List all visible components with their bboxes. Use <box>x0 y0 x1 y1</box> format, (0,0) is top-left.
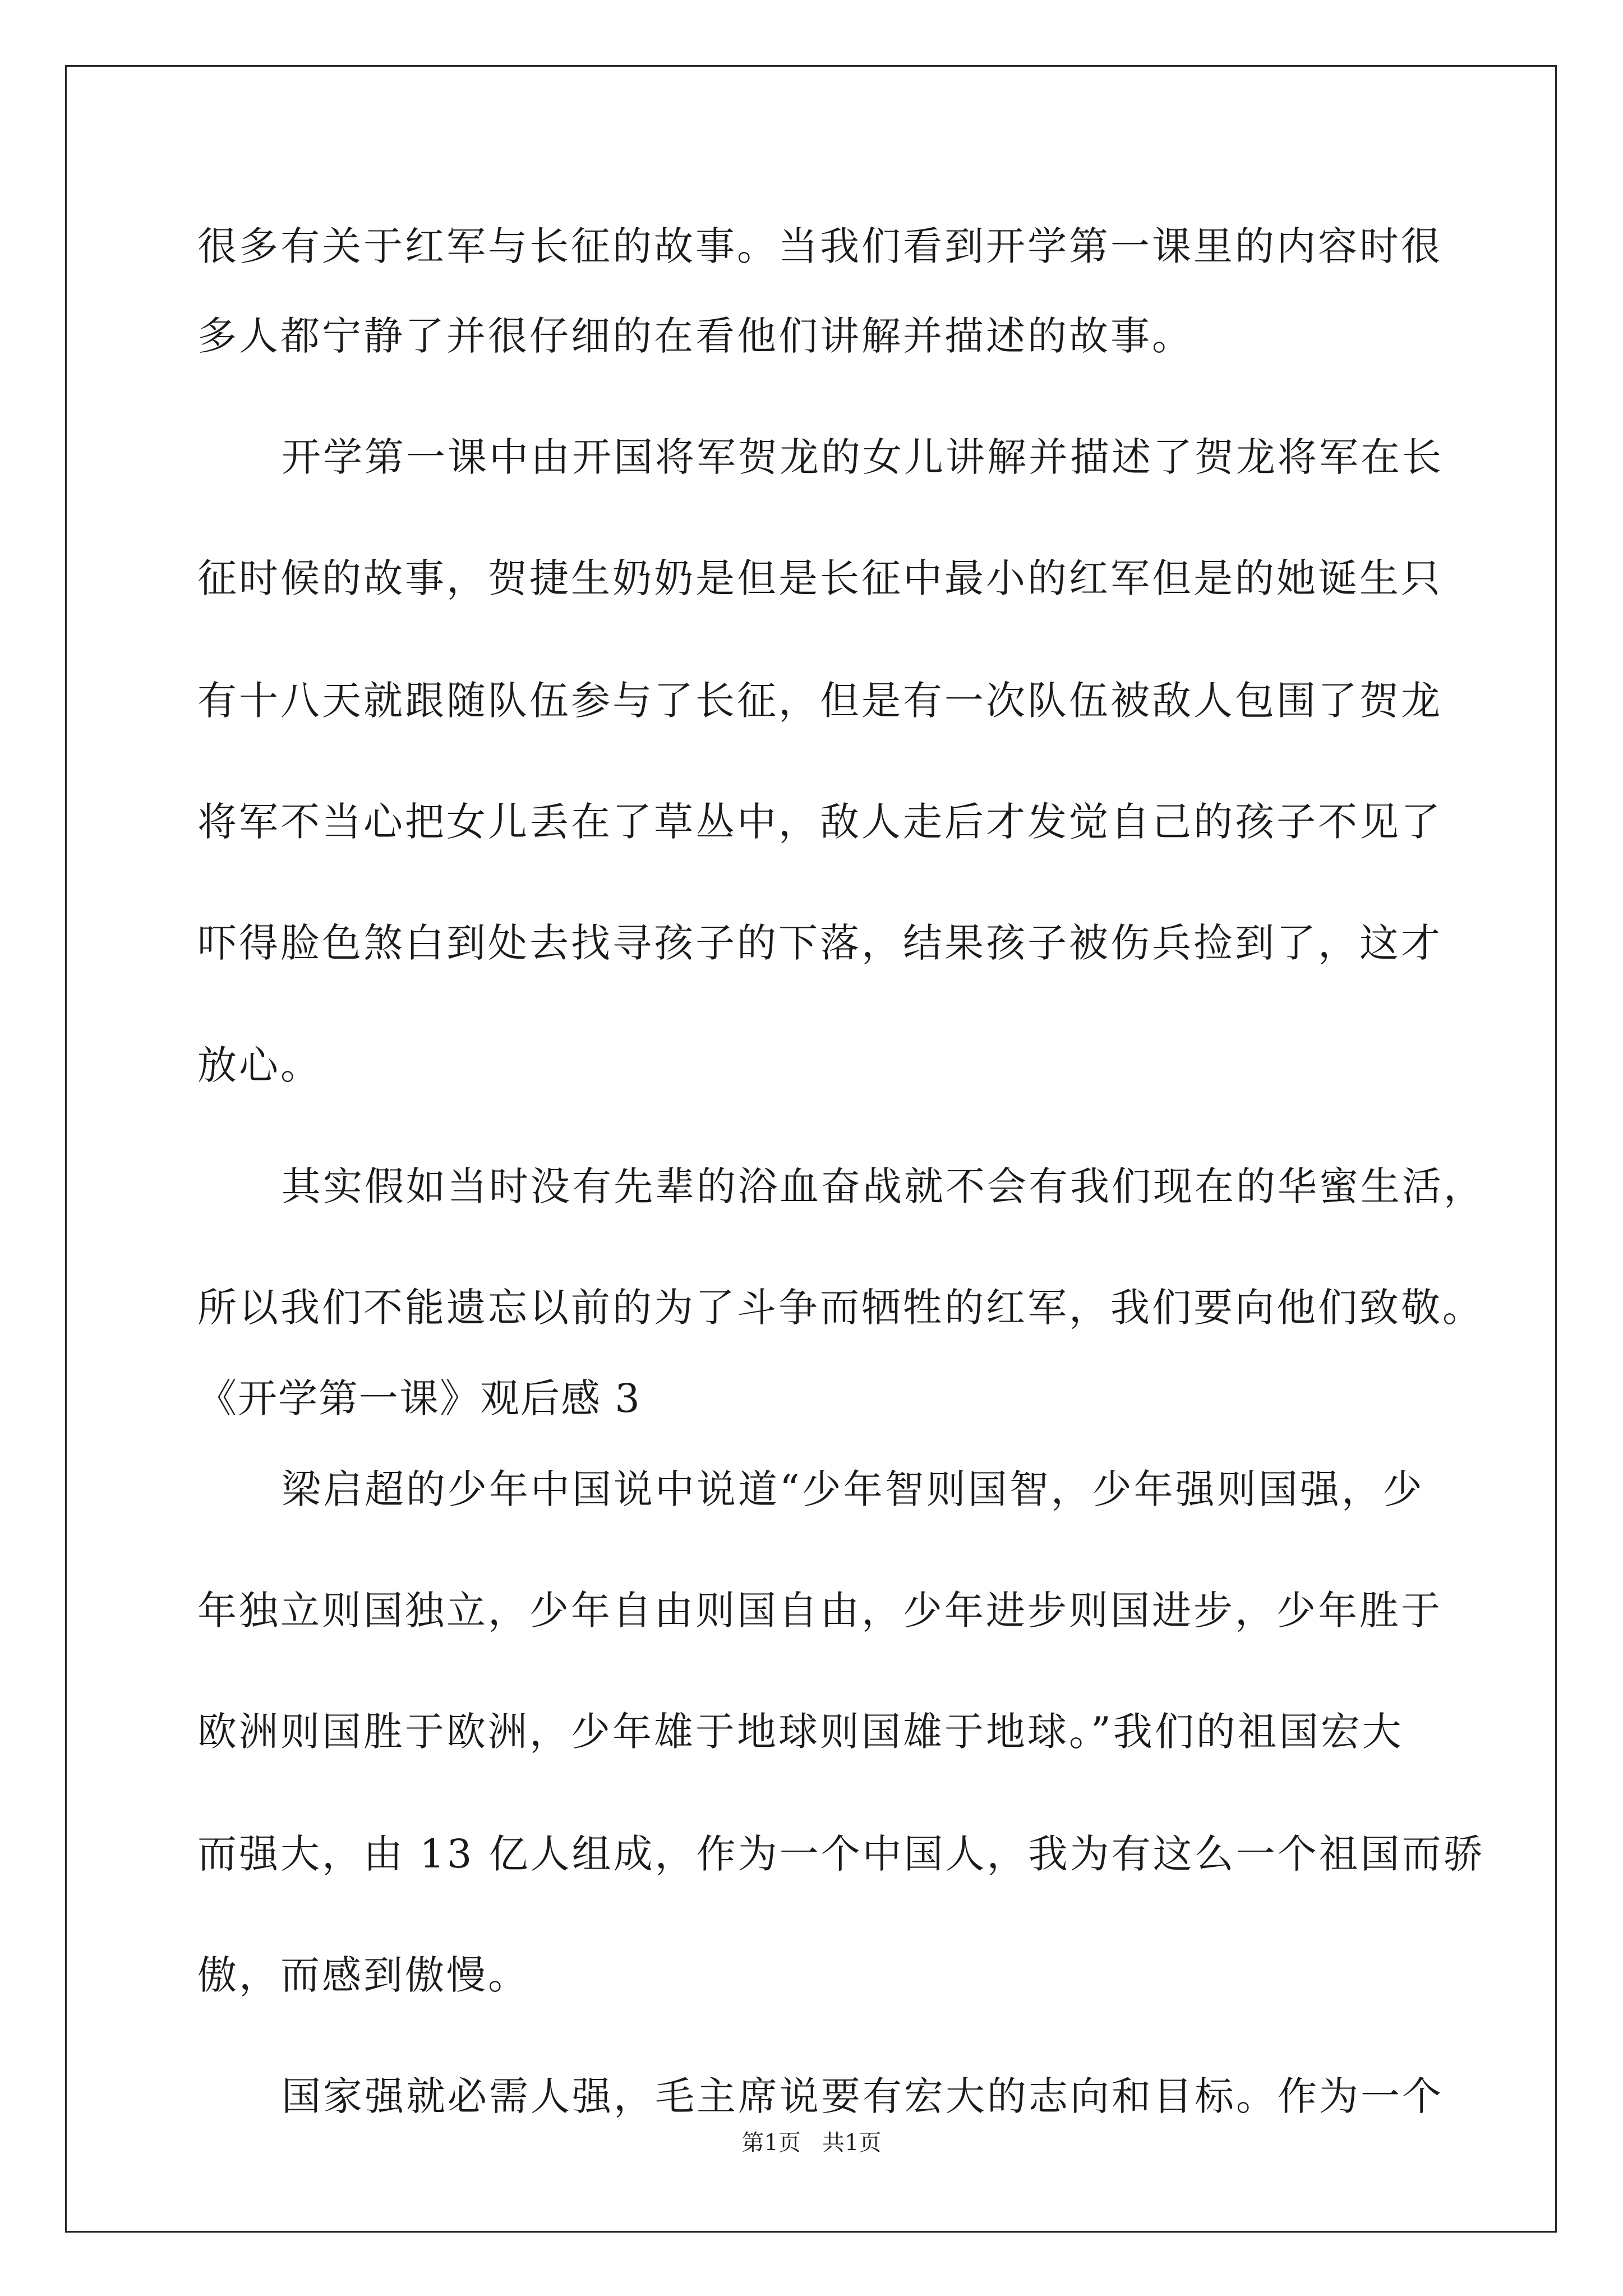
text-line: 很多有关于红军与长征的故事。当我们看到开学第一课里的内容时很 <box>197 223 1442 269</box>
text-line: 欧洲则国胜于欧洲，少年雄于地球则国雄于地球。”我们的祖国宏大 <box>197 1709 1404 1755</box>
text-line: 而强大，由 13 亿人组成，作为一个中国人，我为有这么一个祖国而骄 <box>197 1831 1485 1877</box>
paragraph-start-line: 开学第一课中由开国将军贺龙的女儿讲解并描述了贺龙将军在长 <box>282 434 1444 480</box>
section-heading: 《开学第一课》观后感 3 <box>197 1375 641 1421</box>
text-line: 有十八天就跟随队伍参与了长征，但是有一次队伍被敌人包围了贺龙 <box>197 678 1442 724</box>
text-line: 征时候的故事，贺捷生奶奶是但是长征中最小的红军但是的她诞生只 <box>197 555 1442 601</box>
text-line: 吓得脸色煞白到处去找寻孩子的下落，结果孩子被伤兵捡到了，这才 <box>197 920 1442 966</box>
paragraph-start-line: 其实假如当时没有先辈的浴血奋战就不会有我们现在的华蜜生活， <box>282 1163 1485 1209</box>
text-line: 傲，而感到傲慢。 <box>197 1952 529 1998</box>
text-line: 所以我们不能遗忘以前的为了斗争而牺牲的红军，我们要向他们致敬。 <box>197 1285 1484 1331</box>
paragraph-start-line: 国家强就必需人强，毛主席说要有宏大的志向和目标。作为一个 <box>282 2073 1444 2119</box>
page-border <box>65 65 1557 2233</box>
page-footer: 第1页 共1页 <box>741 2130 882 2156</box>
text-line: 年独立则国独立，少年自由则国自由，少年进步则国进步，少年胜于 <box>197 1588 1442 1634</box>
paragraph-start-line: 梁启超的少年中国说中说道“少年智则国智，少年强则国强，少 <box>282 1466 1424 1512</box>
text-line: 多人都宁静了并很仔细的在看他们讲解并描述的故事。 <box>197 313 1193 359</box>
text-line: 将军不当心把女儿丢在了草丛中，敌人走后才发觉自己的孩子不见了 <box>197 799 1442 845</box>
text-line: 放心。 <box>197 1042 322 1088</box>
